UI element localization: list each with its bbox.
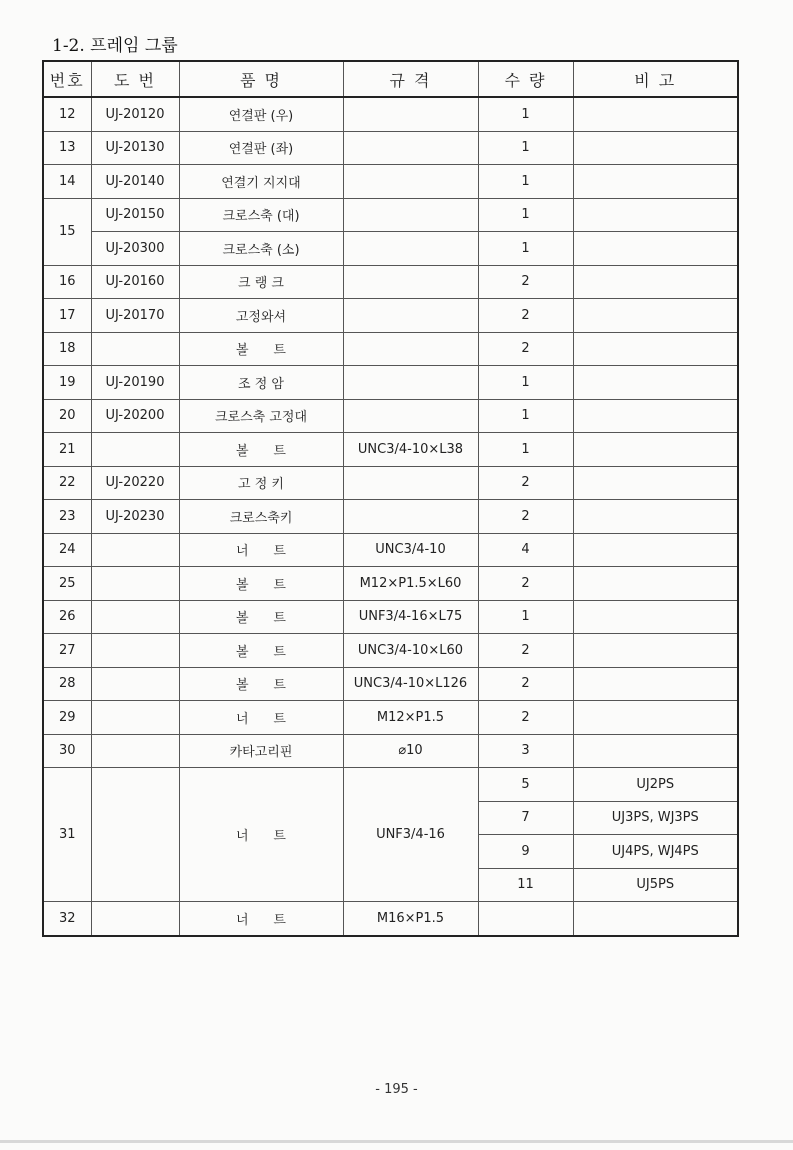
quantity: [478, 902, 573, 936]
bottom-divider: [0, 1140, 793, 1143]
remarks: [573, 667, 738, 701]
remarks: [573, 567, 738, 601]
table-row: [43, 768, 738, 802]
table-row: [43, 299, 738, 333]
spec: [343, 466, 478, 500]
remarks: [573, 332, 738, 366]
drawing-no: UJ-20200: [91, 399, 179, 433]
table-row: [43, 533, 738, 567]
page-number: - 195 -: [375, 1082, 418, 1097]
col-header-drawing-no: 도 번: [91, 61, 179, 97]
remarks: [573, 466, 738, 500]
quantity: 2: [478, 500, 573, 534]
quantity: 1: [478, 399, 573, 433]
spec: [343, 399, 478, 433]
drawing-no: UJ-20130: [91, 131, 179, 165]
drawing-no: UJ-20140: [91, 165, 179, 199]
spec: M12×P1.5×L60: [343, 567, 478, 601]
drawing-no: [91, 433, 179, 467]
quantity: 3: [478, 734, 573, 768]
remarks: [573, 232, 738, 266]
part-name: 너 트: [179, 533, 343, 567]
drawing-no: UJ-20190: [91, 366, 179, 400]
drawing-no: [91, 768, 179, 902]
drawing-no: UJ-20150: [91, 198, 179, 232]
remarks: [573, 600, 738, 634]
remarks: [573, 299, 738, 333]
spec: [343, 131, 478, 165]
part-name: 볼 트: [179, 332, 343, 366]
row-number: 26: [43, 600, 91, 634]
col-header-spec: 규 격: [343, 61, 478, 97]
row-number: 25: [43, 567, 91, 601]
spec: [343, 198, 478, 232]
row-number: 23: [43, 500, 91, 534]
remarks: [573, 734, 738, 768]
row-number: 12: [43, 97, 91, 131]
part-name: 볼 트: [179, 667, 343, 701]
part-name: 연결판 (우): [179, 97, 343, 131]
spec: [343, 500, 478, 534]
spec: UNC3/4-10×L126: [343, 667, 478, 701]
remarks: [573, 198, 738, 232]
remarks: [573, 97, 738, 131]
row-number: 18: [43, 332, 91, 366]
remarks: [573, 902, 738, 936]
spec: ⌀10: [343, 734, 478, 768]
row-number: 21: [43, 433, 91, 467]
spec: [343, 299, 478, 333]
quantity: 2: [478, 299, 573, 333]
part-name: 연결판 (좌): [179, 131, 343, 165]
remarks: [573, 634, 738, 668]
table-row: [43, 366, 738, 400]
row-number: 14: [43, 165, 91, 199]
table-row: [43, 97, 738, 131]
table-row: [43, 198, 738, 232]
row-number: 29: [43, 701, 91, 735]
table-row: [43, 165, 738, 199]
table-header-row: [43, 61, 738, 97]
col-header-quantity: 수 량: [478, 61, 573, 97]
row-number: 13: [43, 131, 91, 165]
part-name: 볼 트: [179, 433, 343, 467]
spec: UNC3/4-10×L60: [343, 634, 478, 668]
quantity: 4: [478, 533, 573, 567]
quantity: 1: [478, 433, 573, 467]
row-number: 31: [43, 768, 91, 902]
quantity: 1: [478, 131, 573, 165]
quantity: 1: [478, 165, 573, 199]
part-name: 너 트: [179, 701, 343, 735]
table-row: [43, 902, 738, 936]
row-number: 28: [43, 667, 91, 701]
remarks: [573, 165, 738, 199]
table-row: [43, 433, 738, 467]
page-title: 1-2. 프레임 그룹: [52, 36, 178, 56]
spec: M16×P1.5: [343, 902, 478, 936]
part-name: 고정와셔: [179, 299, 343, 333]
remarks: [573, 500, 738, 534]
row-number: 27: [43, 634, 91, 668]
row-number: 32: [43, 902, 91, 936]
table-row: [43, 131, 738, 165]
row-number: 19: [43, 366, 91, 400]
drawing-no: [91, 567, 179, 601]
spec: [343, 265, 478, 299]
spec: UNC3/4-10: [343, 533, 478, 567]
remarks: UJ4PS, WJ4PS: [573, 835, 738, 869]
part-name: 볼 트: [179, 600, 343, 634]
part-name: 카타고리핀: [179, 734, 343, 768]
quantity: 2: [478, 701, 573, 735]
part-name: 크로스축키: [179, 500, 343, 534]
part-name: 크로스축 (대): [179, 198, 343, 232]
part-name: 연결기 지지대: [179, 165, 343, 199]
table-row: [43, 734, 738, 768]
row-number: 16: [43, 265, 91, 299]
row-number: 30: [43, 734, 91, 768]
remarks: UJ3PS, WJ3PS: [573, 801, 738, 835]
spec: UNF3/4-16×L75: [343, 600, 478, 634]
drawing-no: [91, 533, 179, 567]
drawing-no: UJ-20120: [91, 97, 179, 131]
quantity: 5: [478, 768, 573, 802]
quantity: 1: [478, 600, 573, 634]
table-row: [43, 232, 738, 266]
remarks: [573, 399, 738, 433]
remarks: [573, 533, 738, 567]
col-header-part-name: 품 명: [179, 61, 343, 97]
drawing-no: UJ-20170: [91, 299, 179, 333]
part-name: 너 트: [179, 768, 343, 902]
quantity: 2: [478, 667, 573, 701]
quantity: 2: [478, 265, 573, 299]
spec: [343, 366, 478, 400]
remarks: UJ2PS: [573, 768, 738, 802]
quantity: 1: [478, 366, 573, 400]
remarks: [573, 265, 738, 299]
table-row: [43, 399, 738, 433]
parts-table: [42, 60, 739, 937]
part-name: 조 정 암: [179, 366, 343, 400]
spec: [343, 165, 478, 199]
row-number: 15: [43, 198, 91, 265]
drawing-no: UJ-20230: [91, 500, 179, 534]
drawing-no: [91, 734, 179, 768]
drawing-no: [91, 332, 179, 366]
table-row: [43, 667, 738, 701]
quantity: 1: [478, 232, 573, 266]
spec: [343, 232, 478, 266]
remarks: [573, 131, 738, 165]
part-name: 크 랭 크: [179, 265, 343, 299]
drawing-no: UJ-20300: [91, 232, 179, 266]
drawing-no: UJ-20220: [91, 466, 179, 500]
table-row: [43, 634, 738, 668]
col-header-number: 번호: [43, 61, 91, 97]
col-header-remarks: 비 고: [573, 61, 738, 97]
spec: M12×P1.5: [343, 701, 478, 735]
spec: UNF3/4-16: [343, 768, 478, 902]
row-number: 22: [43, 466, 91, 500]
quantity: 9: [478, 835, 573, 869]
quantity: 1: [478, 97, 573, 131]
drawing-no: UJ-20160: [91, 265, 179, 299]
table-row: [43, 466, 738, 500]
part-name: 너 트: [179, 902, 343, 936]
part-name: 볼 트: [179, 567, 343, 601]
part-name: 크로스축 고정대: [179, 399, 343, 433]
row-number: 20: [43, 399, 91, 433]
quantity: 2: [478, 634, 573, 668]
drawing-no: [91, 600, 179, 634]
quantity: 2: [478, 466, 573, 500]
part-name: 크로스축 (소): [179, 232, 343, 266]
table-row: [43, 600, 738, 634]
quantity: 2: [478, 332, 573, 366]
table-row: [43, 567, 738, 601]
table-row: [43, 500, 738, 534]
remarks: [573, 366, 738, 400]
quantity: 2: [478, 567, 573, 601]
quantity: 1: [478, 198, 573, 232]
drawing-no: [91, 634, 179, 668]
table-row: [43, 332, 738, 366]
spec: [343, 97, 478, 131]
remarks: UJ5PS: [573, 868, 738, 902]
table-row: [43, 701, 738, 735]
part-name: 고 정 키: [179, 466, 343, 500]
drawing-no: [91, 902, 179, 936]
drawing-no: [91, 701, 179, 735]
row-number: 17: [43, 299, 91, 333]
spec: [343, 332, 478, 366]
row-number: 24: [43, 533, 91, 567]
remarks: [573, 701, 738, 735]
quantity: 11: [478, 868, 573, 902]
remarks: [573, 433, 738, 467]
spec: UNC3/4-10×L38: [343, 433, 478, 467]
drawing-no: [91, 667, 179, 701]
part-name: 볼 트: [179, 634, 343, 668]
quantity: 7: [478, 801, 573, 835]
table-row: [43, 265, 738, 299]
